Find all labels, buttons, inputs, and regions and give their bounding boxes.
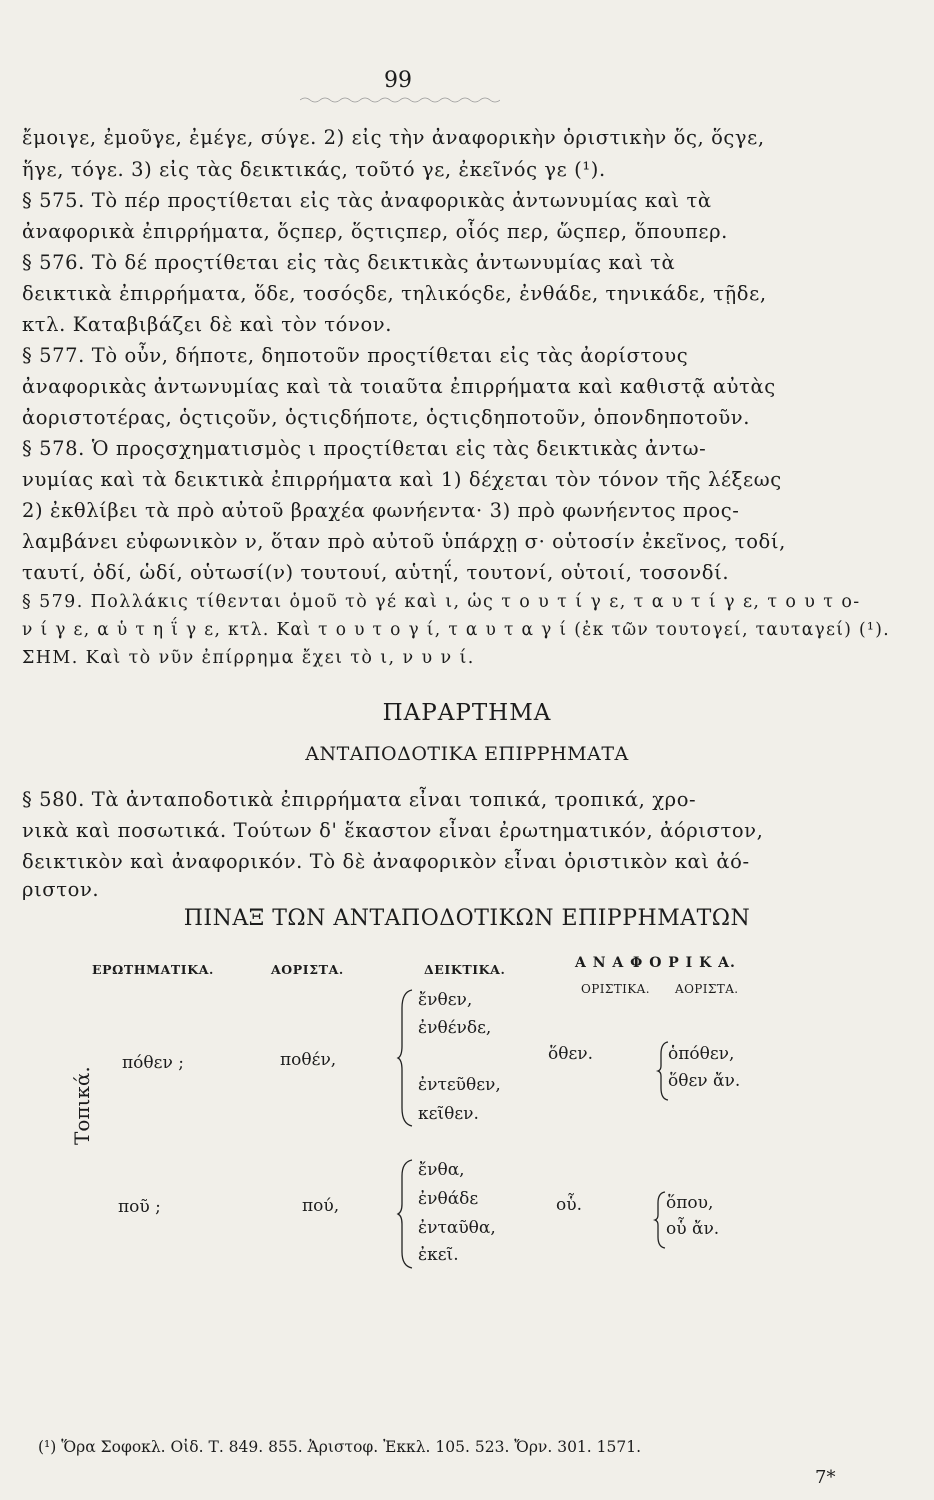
row1-relative-indefinite-item: ὅθεν ἄν. <box>668 1071 741 1091</box>
row1-interrogative: πόθεν ; <box>122 1053 184 1073</box>
row2-relative-indefinite-item: οὗ ἄν. <box>666 1219 720 1239</box>
row1-demonstrative-item: ἔνθεν, <box>418 990 473 1010</box>
body-line: ταυτί, ὁδί, ὡδί, οὑτωσί(ν) τουτουί, αὑτηΐ, τουτονί, οὑτοιί, τοσονδί. <box>22 561 730 584</box>
row2-relative-definite: οὗ. <box>556 1195 582 1215</box>
body-line: ἔμοιγε, ἐμοῦγε, ἐμέγε, σύγε. 2) εἰς τὴν ἀναφορικὴν ὁριστικὴν ὅς, ὅςγε, <box>22 126 765 149</box>
body-line: ἀοριστοτέρας, ὁςτιςοῦν, ὁςτιςδήποτε, ὁςτιςδηποτοῦν, ὁπονδηποτοῦν. <box>22 406 751 429</box>
header-demonstrative: ΔΕΙΚΤΙΚΑ. <box>424 962 506 977</box>
row1-indefinite: ποθέν, <box>280 1050 337 1070</box>
header-relative: Α Ν Α Φ Ο Ρ Ι Κ Α. <box>575 955 736 971</box>
body-line: λαμβάνει εὐφωνικὸν ν, ὅταν πρὸ αὐτοῦ ὑπάρχῃ σ· οὑτοσίν ἐκεῖνος, τοδί, <box>22 530 786 553</box>
body-line: ἀναφορικὰ ἐπιρρήματα, ὅςπερ, ὅςτιςπερ, οἷός περ, ὥςπερ, ὅπουπερ. <box>22 220 728 243</box>
page-number: 99 <box>384 68 412 93</box>
appendix-title: ΠΑΡΑΡΤΗΜΑ <box>382 700 552 726</box>
appendix-line: δεικτικὸν καὶ ἀναφορικόν. Τὸ δὲ ἀναφορικὸν εἶναι ὁριστικὸν καὶ ἀό- <box>22 850 750 873</box>
appendix-line: νικὰ καὶ ποσωτικά. Τούτων δ' ἕκαστον εἶναι ἐρωτηματικόν, ἀόριστον, <box>22 819 764 842</box>
body-line: ΣΗΜ. Καὶ τὸ νῦν ἐπίρρημα ἔχει τὸ ι, ν υ ν ί. <box>22 648 475 668</box>
row1-demonstrative-item: ἐντεῦθεν, <box>418 1075 501 1095</box>
row1-relative-definite: ὅθεν. <box>548 1044 594 1064</box>
body-line: νυμίας καὶ τὰ δεικτικὰ ἐπιρρήματα καὶ 1) δέχεται τὸν τόνον τῆς λέξεως <box>22 468 782 491</box>
row2-demonstrative-brace <box>398 1158 414 1270</box>
body-line: ν ί γ ε, α ὑ τ η ΐ γ ε, κτλ. Καὶ τ ο υ τ ο γ ί, τ α υ τ α γ ί (ἐκ τῶν τουτογεί, ταυταγεί) (¹). <box>22 620 890 640</box>
header-relative-indefinite: ΑΟΡΙΣΤΑ. <box>675 982 739 996</box>
body-line: ἥγε, τόγε. 3) εἰς τὰς δεικτικάς, τοῦτό γε, ἐκεῖνός γε (¹). <box>22 158 606 181</box>
side-label-topika: Τοπικά. <box>70 1066 94 1145</box>
body-line: 2) ἐκθλίβει τὰ πρὸ αὐτοῦ βραχέα φωνήεντα· 3) πρὸ φωνήεντος προς- <box>22 499 740 522</box>
header-interrogative: ΕΡΩΤΗΜΑΤΙΚΑ. <box>92 962 214 977</box>
appendix-line: ριστον. <box>22 878 100 901</box>
row2-demonstrative-item: ἐνταῦθα, <box>418 1218 496 1238</box>
row2-demonstrative-item: ἐνθάδε <box>418 1189 479 1209</box>
row2-demonstrative-item: ἐκεῖ. <box>418 1245 459 1265</box>
body-line: § 579. Πολλάκις τίθενται ὁμοῦ τὸ γέ καὶ ι, ὡς τ ο υ τ ί γ ε, τ α υ τ ί γ ε, τ ο υ τ ο- <box>22 592 861 612</box>
row2-indefinite: πού, <box>302 1196 340 1216</box>
footnote: (¹) Ὅρα Σοφοκλ. Οἰδ. Τ. 849. 855. Ἀριστοφ. Ἐκκλ. 105. 523. Ὄρν. 301. 1571. <box>38 1438 642 1456</box>
body-line: κτλ. Καταβιβάζει δὲ καὶ τὸν τόνον. <box>22 313 393 336</box>
appendix-subtitle: ΑΝΤΑΠΟΔΟΤΙΚΑ ΕΠΙΡΡΗΜΑΤΑ <box>305 743 629 765</box>
body-line: § 578. Ὁ προςσχηματισμὸς ι προςτίθεται εἰς τὰς δεικτικὰς ἀντω- <box>22 437 707 460</box>
row2-interrogative: ποῦ ; <box>118 1197 161 1217</box>
appendix-line: § 580. Τὰ ἀνταποδοτικὰ ἐπιρρήματα εἶναι τοπικά, τροπικά, χρο- <box>22 788 697 811</box>
row1-demonstrative-item: ἐνθένδε, <box>418 1018 492 1038</box>
body-line: § 577. Τὸ οὖν, δήποτε, δηποτοῦν προςτίθεται εἰς τὰς ἀορίστους <box>22 344 689 367</box>
row1-relative-indefinite-item: ὁπόθεν, <box>668 1044 735 1064</box>
row2-relative-indefinite-item: ὅπου, <box>666 1193 714 1213</box>
header-ornament <box>300 96 500 104</box>
table-title: ΠΙΝΑΞ ΤΩΝ ΑΝΤΑΠΟΔΟΤΙΚΩΝ ΕΠΙΡΡΗΜΑΤΩΝ <box>183 906 751 931</box>
body-line: ἀναφορικὰς ἀντωνυμίας καὶ τὰ τοιαῦτα ἐπιρρήματα καὶ καθιστᾷ αὐτὰς <box>22 375 776 398</box>
header-indefinite: ΑΟΡΙΣΤΑ. <box>271 962 344 977</box>
body-line: § 575. Τὸ πέρ προςτίθεται εἰς τὰς ἀναφορικὰς ἀντωνυμίας καὶ τὰ <box>22 189 712 212</box>
header-relative-definite: ΟΡΙΣΤΙΚΑ. <box>581 982 650 996</box>
body-line: § 576. Τὸ δέ προςτίθεται εἰς τὰς δεικτικὰς ἀντωνυμίας καὶ τὰ <box>22 251 676 274</box>
row1-demonstrative-item: κεῖθεν. <box>418 1104 479 1124</box>
row2-demonstrative-item: ἔνθα, <box>418 1160 465 1180</box>
body-line: δεικτικὰ ἐπιρρήματα, ὅδε, τοσόςδε, τηλικόςδε, ἐνθάδε, τηνικάδε, τῇδε, <box>22 282 767 305</box>
row1-demonstrative-brace <box>398 988 414 1128</box>
signature-mark: 7* <box>815 1467 836 1488</box>
